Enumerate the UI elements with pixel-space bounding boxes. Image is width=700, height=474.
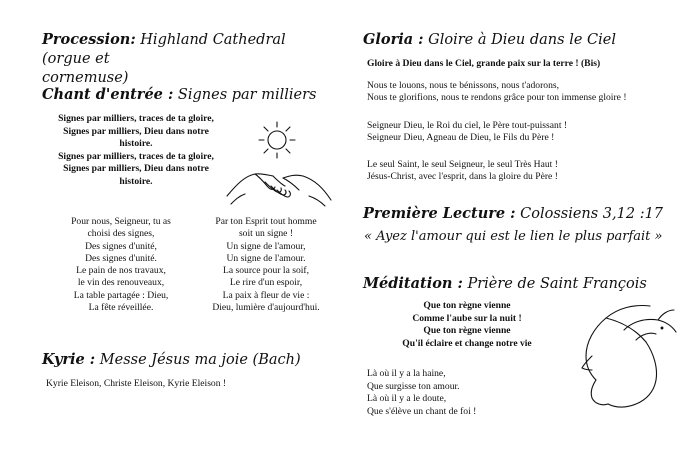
- chant-entree-title: Signes par milliers: [177, 87, 317, 103]
- procession-label: Procession:: [42, 31, 136, 48]
- verse-line: le vin des renouveaux,: [77, 277, 165, 289]
- lecture-label: Première Lecture :: [363, 205, 516, 222]
- med-verse-line: Là où il y a le doute,: [367, 393, 447, 405]
- gloria-verse-2: [367, 120, 697, 145]
- meditation-verse: [367, 368, 567, 418]
- gloria-line: Jésus-Christ, avec l'esprit, dans la gloire du Père !: [367, 171, 558, 183]
- verse-line: Des signes d'unité,: [85, 240, 157, 252]
- verse-line: Un signe de l'amour,: [226, 240, 306, 252]
- chant-entree-heading: [42, 85, 342, 105]
- face-dove-illustration: [562, 300, 690, 412]
- med-refrain-line: Que ton règne vienne: [423, 325, 511, 337]
- refrain-line: Signes par milliers, traces de ta gloire,: [58, 150, 214, 162]
- gloria-heading: [363, 30, 683, 50]
- verse-line: choisi des signes,: [87, 228, 155, 240]
- verse-line: Un signe de l'amour.: [226, 252, 306, 264]
- verse-line: Dieu, lumière d'aujourd'hui.: [212, 302, 320, 314]
- verse-line: Par ton Esprit tout homme: [215, 216, 317, 227]
- kyrie-label: Kyrie :: [42, 351, 96, 368]
- chant-refrain: [40, 113, 232, 189]
- verse-line: La fête réveillée.: [88, 302, 154, 314]
- kyrie-title: Messe Jésus ma joie (Bach): [99, 352, 301, 368]
- med-refrain-line: Comme l'aube sur la nuit !: [412, 312, 522, 324]
- meditation-title: Prière de Saint François: [467, 276, 647, 292]
- med-verse-line: Là où il y a la haine,: [367, 368, 446, 379]
- gloria-line: Seigneur Dieu, le Roi du ciel, le Père tout-puissant !: [367, 120, 568, 131]
- verse-line: La paix à fleur de vie :: [222, 289, 310, 301]
- gloria-line: Nous te louons, nous te bénissons, nous t'adorons,: [367, 80, 560, 91]
- med-verse-line: Que surgisse ton amour.: [367, 380, 460, 392]
- verse-line: Des signes d'unité.: [85, 252, 157, 264]
- kyrie-heading: [42, 350, 342, 370]
- med-refrain-line: Qu'il éclaire et change notre vie: [402, 337, 532, 349]
- meditation-heading: [363, 274, 693, 294]
- chant-verse-1: [52, 216, 190, 314]
- procession-title-2: cornemuse): [42, 70, 129, 86]
- gloria-verse-1: [367, 80, 697, 105]
- refrain-line: histoire.: [119, 175, 153, 187]
- gloria-line: Seigneur Dieu, Agneau de Dieu, le Fils du Père !: [367, 132, 555, 144]
- lecture-heading: [363, 204, 693, 224]
- refrain-line: Signes par milliers, traces de ta gloire,: [58, 113, 214, 124]
- right-page: [350, 0, 700, 474]
- meditation-label: Méditation :: [363, 275, 463, 292]
- gloria-title: Gloire à Dieu dans le Ciel: [428, 32, 616, 48]
- verse-line: La source pour la soif,: [222, 265, 310, 277]
- gloria-line: Nous te glorifions, nous te rendons grâce pour ton immense gloire !: [367, 92, 627, 104]
- procession-heading: [42, 30, 337, 88]
- verse-line: Pour nous, Seigneur, tu as: [71, 216, 171, 227]
- verse-line: soit un signe !: [238, 228, 294, 240]
- verse-line: La table partagée : Dieu,: [73, 289, 169, 301]
- med-refrain-line: Que ton règne vienne: [423, 300, 511, 311]
- verse-line: Le pain de nos travaux,: [76, 265, 166, 277]
- lecture-quote: « Ayez l'amour qui est le lien le plus parfait »: [364, 229, 663, 244]
- lecture-ref: Colossiens 3,12 :17: [520, 206, 664, 222]
- med-verse-line: Que s'élève un chant de foi !: [367, 405, 477, 417]
- refrain-line: Signes par milliers, Dieu dans notre: [63, 163, 209, 175]
- chant-entree-label: Chant d'entrée :: [42, 86, 174, 103]
- handshake-sun-illustration: [225, 118, 335, 208]
- kyrie-text: Kyrie Eleison, Christe Eleison, Kyrie Eleison !: [46, 378, 227, 389]
- meditation-refrain: [372, 300, 562, 350]
- gloria-verse-3: [367, 159, 697, 184]
- verse-line: Le rire d'un espoir,: [229, 277, 303, 289]
- gloria-label: Gloria :: [363, 31, 424, 48]
- refrain-line: Signes par milliers, Dieu dans notre: [63, 125, 209, 137]
- procession-title-1: Highland Cathedral (orgue et: [42, 32, 286, 67]
- refrain-line: histoire.: [119, 138, 153, 150]
- gloria-refrain: Gloire à Dieu dans le Ciel, grande paix sur la terre ! (Bis): [367, 58, 601, 69]
- gloria-line: Le seul Saint, le seul Seigneur, le seul Très Haut !: [367, 159, 558, 170]
- chant-verse-2: [196, 216, 336, 314]
